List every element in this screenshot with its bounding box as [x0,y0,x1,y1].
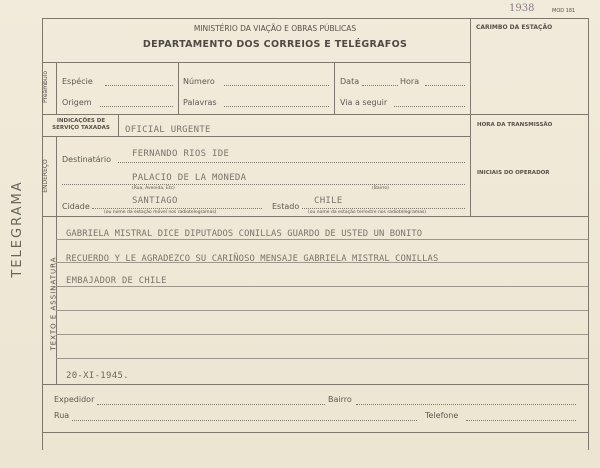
preamble-bottom [42,114,588,115]
text-rule-3 [56,286,588,287]
bairro-label: Bairro [328,395,352,404]
numero-field[interactable] [224,85,329,86]
address-side-label: ENDEREÇO [42,159,49,193]
text-rule-4 [56,310,588,311]
stamp-box-label: CARIMBO DA ESTAÇÃO [476,24,553,31]
via-label: Via a seguir [340,98,388,107]
bairro-field[interactable] [356,404,576,405]
telefone-field[interactable] [466,420,576,421]
ministry-title: MINISTÉRIO DA VIAÇÃO E OBRAS PÚBLICAS [193,24,357,33]
hora-label: Hora [400,77,420,86]
cidade-value: SANTIAGO [132,196,178,206]
numero-label: Número [183,77,215,86]
origem-label: Origem [62,98,92,107]
street-value: PALACIO DE LA MONEDA [132,173,247,183]
preamble-divider-2 [334,62,335,114]
message-line-2: RECUERDO Y LE AGRADEZCO SU CARIÑOSO MENSAJE GABRIELA MISTRAL CONILLAS [66,254,439,264]
estado-value: CHILE [314,196,343,206]
handwritten-number: 1938 [509,3,535,14]
right-column-divider [470,18,471,216]
preamble-divider-1 [178,62,179,114]
form-code: MOD 181 [552,8,576,14]
frame-right [588,18,589,450]
estado-hint: (ou nome da estação terrestre nos radiotelegramas) [308,210,427,215]
palavras-label: Palavras [183,98,217,107]
via-field[interactable] [394,106,465,107]
palavras-field[interactable] [224,106,329,107]
cidade-field[interactable] [92,208,262,209]
rua-label: Rua [54,411,70,420]
service-label-line2: SERVIÇO TAXADAS [52,125,110,131]
data-field[interactable] [362,85,398,86]
message-date: 20-XI-1945. [66,371,129,381]
message-line-3: EMBAJADOR DE CHILE [66,276,167,286]
preamble-side-divider [56,62,57,114]
service-label [46,118,116,132]
data-label: Data [340,77,360,86]
hora-field[interactable] [425,85,465,86]
hora-transmissao-label: HORA DA TRANSMISSÃO [477,122,553,128]
bairro-hint: (Bairro) [372,186,389,191]
department-title: DEPARTAMENTO DOS CORREIOS E TELÉGRAFOS [142,39,408,50]
iniciais-operador-label: INICIAIS DO OPERADOR [477,170,550,176]
service-label-line1: INDICAÇÕES DE [56,118,106,124]
text-side-label: TEXTO E ASSINATURA [49,256,58,351]
side-title: TELEGRAMA [10,180,25,278]
frame-top [42,18,588,19]
text-bottom [42,384,588,385]
street-field[interactable] [62,184,465,185]
especie-label: Espécie [62,77,93,86]
text-rule-6 [56,358,588,359]
frame-bottom [42,432,588,433]
destinatario-value: FERNANDO RIOS IDE [132,149,230,159]
address-side-divider [56,136,57,216]
origem-field[interactable] [100,106,173,107]
service-bottom [42,136,470,137]
expedidor-field[interactable] [97,404,325,405]
especie-field[interactable] [105,85,173,86]
destinatario-field[interactable] [118,162,465,163]
street-hint: (Rua, Avenida, Etc) [132,186,175,191]
telefone-label: Telefone [425,411,459,420]
estado-field[interactable] [302,208,465,209]
service-divider [118,114,119,136]
address-bottom [42,216,588,217]
preamble-side-label: Preâmbulo [42,71,49,104]
text-rule-1 [56,239,588,240]
service-value: OFICIAL URGENTE [125,125,211,135]
rua-field[interactable] [72,420,417,421]
text-rule-5 [56,334,588,335]
cidade-hint: (ou nome da estação móvel nos radiotelegramas) [104,210,217,215]
estado-label: Estado [272,202,300,211]
cidade-label: Cidade [62,202,90,211]
preamble-top [42,62,470,63]
destinatario-label: Destinatário [62,155,112,164]
expedidor-label: Expedidor [54,395,95,404]
message-line-1: GABRIELA MISTRAL DICE DIPUTADOS CONILLAS GUARDO DE USTED UN BONITO [66,229,423,239]
